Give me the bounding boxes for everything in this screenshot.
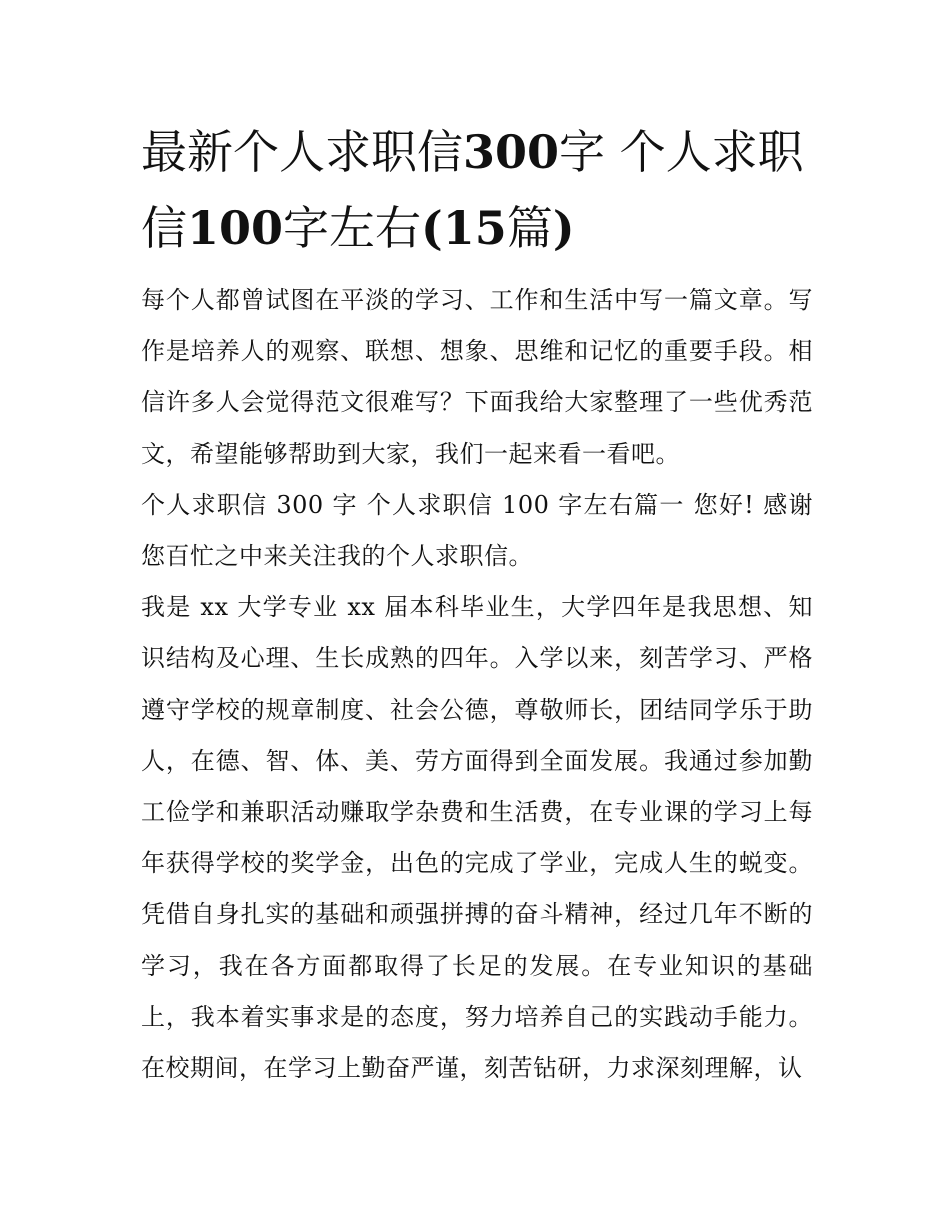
title-text-4: 篇 — [506, 201, 553, 255]
intro-paragraph: 每个人都曾试图在平淡的学习、工作和生活中写一篇文章。写作是培养人的观察、联想、想象、思维和记忆的重要手段。相信许多人会觉得范文很难写？下面我给大家整理了一些优秀范文，希望能够帮助到大家，我们一起来看一看吧。 — [141, 286, 813, 468]
title-text-1: 最新个人求职信 — [141, 125, 463, 179]
self-introduction-paragraph: 我是 xx 大学专业 xx 届本科毕业生，大学四年是我思想、知识结构及心理、生长成熟的四年。入学以来，刻苦学习、严格遵守学校的规章制度、社会公德，尊敬师长，团结同学乐于助人，在德、智、体、美、劳方面得到全面发展。我通过参加勤工俭学和兼职活动赚取学杂费和生活费，在专业课的学习上每年获得学校的奖学金，出色的完成了学业，完成人生的蜕变。凭借自身扎实的基础和顽强拼搏的奋斗精神，经过几年不断的学习，我在各方面都取得了长足的发展。在专业知识的基础上，我本着实事求是的态度，努力培养自己的实践动手能力。在校期间，在学习上勤奋严谨，刻苦钻研，力求深刻理解，认 — [141, 593, 813, 1083]
title-text-2: 字 个人求职信 — [141, 125, 804, 255]
greeting-paragraph: 个人求职信 300 字 个人求职信 100 字左右篇一 您好! 感谢您百忙之中来关注我的个人求职信。 — [141, 490, 813, 571]
title-text-5: ) — [552, 201, 575, 255]
title-number-2: 100 — [187, 201, 284, 255]
document-body — [141, 275, 813, 1094]
title-number-1: 300 — [463, 125, 560, 179]
title-text-3: 字左右 — [283, 201, 422, 255]
document-title — [141, 114, 821, 266]
title-number-3: (15 — [421, 201, 507, 255]
